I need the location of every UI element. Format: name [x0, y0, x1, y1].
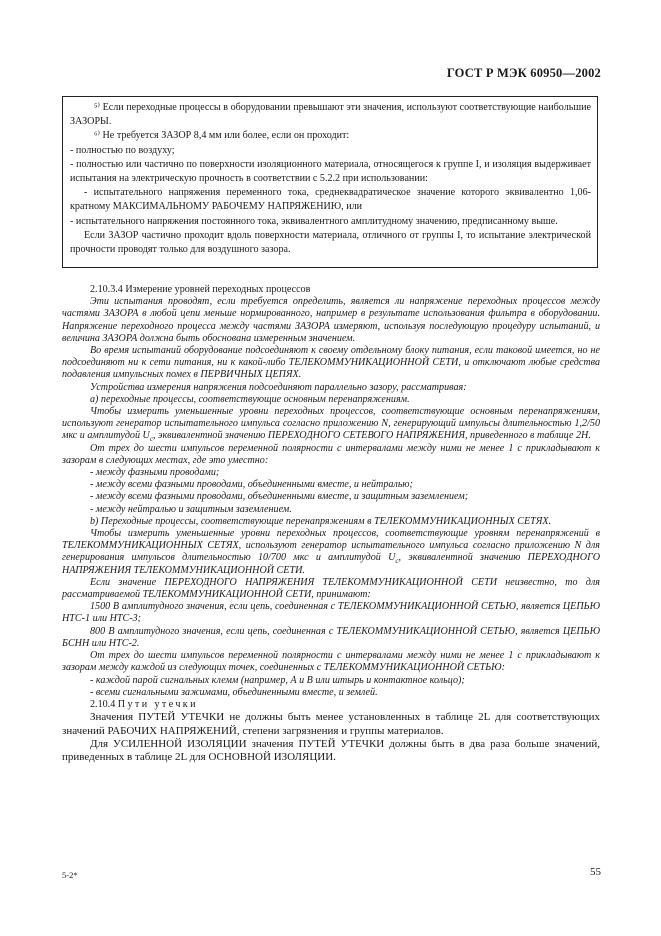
note-6-item-4: - испытательного напряжения постоянного тока, эквивалентного амплитудному значению, предпиcанному выше.	[70, 215, 558, 227]
list-item: - между всеми фазными проводами, объединенными вместе, и нейтралью;	[90, 479, 413, 491]
list-item: - между нейтралью и защитным заземлением.	[90, 503, 292, 515]
subscript: c	[149, 435, 153, 444]
paragraph-part: , эквивалентной значению ПЕРЕХОДНОГО СЕТЕВОГО НАПРЯЖЕНИЯ, приведенного в таблице 2Н.	[152, 430, 591, 442]
note-5: ⁵⁾ Если переходные процессы в оборудовании превышают эти значения, используют соответствующие наибольшие ЗАЗОРЫ.	[70, 102, 591, 128]
paragraph: Во время испытаний оборудование подсоединяют к своему отдельному блоку питания, если таковой имеется, но не подсоединяют ни к сети питания, ни к какой-либо ТЕЛЕКОММУНИКАЦИОННОЙ СЕТИ, и отключают любые средства подавления импульсных помех в ПЕРВИЧНЫХ ЦЕПЯХ.	[62, 345, 600, 381]
paragraph	[62, 528, 600, 577]
paragraph: Если значение ПЕРЕХОДНОГО НАПРЯЖЕНИЯ ТЕЛЕКОММУНИКАЦИОННОЙ СЕТИ неизвестно, то для рассматриваемой ТЕЛЕКОММУНИКАЦИОННОЙ СЕТИ, принимают:	[62, 576, 600, 601]
notes-box	[62, 96, 598, 268]
paragraph: Эти испытания проводят, если требуется определить, является ли напряжение переходных процессов между частями ЗАЗОРА в любой цепи меньше нормированного, например в результате использования фильтра в оборудовании. Напряжение переходного процесса между частями ЗАЗОРА измеряют, используя последующую процедуру испытаний, и величина ЗАЗОРА должна быть обоснована измеренным значением.	[62, 296, 600, 344]
note-6: ⁶⁾ Не требуется ЗАЗОР 8,4 мм или более, если он проходит:	[94, 130, 350, 142]
paragraph: Значения ПУТЕЙ УТЕЧКИ не должны быть менее установленных в таблице 2L для соответствующих значений РАБОЧИХ НАПРЯЖЕНИЙ, степени загрязнения и группы материалов.	[62, 711, 600, 737]
page-header: ГОСТ Р МЭК 60950—2002	[446, 66, 601, 80]
paragraph-part: , эквивалентной значению ПЕРЕХОДНОГО НАПРЯЖЕНИЯ ТЕЛЕКОММУНИКАЦИОННОЙ СЕТИ.	[62, 552, 600, 576]
list-item-a: а) переходные процессы, соответствующие основным перенапряжениям.	[90, 393, 410, 405]
section-heading-2-10-3-4: 2.10.3.4 Измерение уровней переходных процессов	[90, 284, 311, 295]
paragraph-part: Чтобы измерить уменьшенные уровни переходных процессов, соответствующие уровням перенапряжений в ТЕЛЕКОММУНИКАЦИОННЫХ СЕТЯХ, используют генератор испытательного импульса согласно приложению N для генерирования импульсов длительностью 10/700 мкс и амплитудой U	[62, 528, 600, 564]
note-6-item-1: - полностью по воздуху;	[70, 144, 175, 156]
sheet-mark: 5-2*	[62, 870, 78, 880]
section-heading-2-10-4	[62, 699, 600, 711]
page-number: 55	[590, 866, 601, 878]
list-item: - каждой парой сигнальных клемм (например, А и В или штырь и контактное кольцо);	[90, 674, 465, 686]
paragraph-part: Чтобы измерить уменьшенные уровни переходных процессов, соответствующие основным перенапряжениям, используют генератор испытательного импульса согласно приложению N, генерирующий импульсы длительностью 1,2/50 мкс и амплитудой U	[62, 406, 600, 442]
list-item: - между всеми фазными проводами, объединенными вместе, и защитным заземлением;	[90, 491, 469, 503]
subscript: c	[395, 557, 399, 566]
paragraph: 800 В амплитудного значения, если цепь, соединенная с ТЕЛЕКОММУНИКАЦИОННОЙ СЕТЬЮ, является ЦЕПЬЮ БСНН или НТС-2.	[62, 625, 600, 649]
section-number: 2.10.4	[90, 698, 116, 710]
note-6-item-2: - полностью или частично по поверхности изоляционного материала, относящегося к группе I, и изоляция выдерживает испытания на электрическую прочность в соответствии с 5.2.2 при использовании:	[70, 158, 591, 185]
paragraph: 1500 В амплитудного значения, если цепь, соединенная с ТЕЛЕКОММУНИКАЦИОННОЙ СЕТЬЮ, является ЦЕПЬЮ НТС-1 или НТС-3;	[62, 601, 600, 625]
list-item-b: b) Переходные процессы, соответствующие перенапряжениям в ТЕЛЕКОММУНИКАЦИОННЫХ СЕТЯХ.	[90, 515, 552, 527]
paragraph	[62, 406, 600, 443]
paragraph: От трех до шести импульсов переменной полярности с интервалами между ними не менее 1 с прикладывают к зазорам между каждой из следующих точек, соединенных с ТЕЛЕКОММУНИКАЦИОННОЙ СЕТЬЮ:	[62, 650, 600, 674]
list-item: - между фазными проводами;	[90, 467, 220, 479]
main-text	[62, 284, 600, 765]
paragraph: Для УСИЛЕННОЙ ИЗОЛЯЦИИ значения ПУТЕЙ УТЕЧКИ должны быть в два раза больше значений, приведенных в таблице 2L для ОСНОВНОЙ ИЗОЛЯЦИИ.	[62, 737, 600, 764]
list-item: - всеми сигнальными зажимами, объединенными вместе, и землей.	[90, 686, 378, 698]
section-title: Пути утечки	[117, 698, 198, 710]
note-6-item-3: - испытательного напряжения переменного тока, среднеквадратическое значение которого эквивалентно 1,06-кратному МАКСИМАЛЬНОМУ РАБОЧЕМУ НАПРЯЖЕНИЮ, или	[70, 187, 591, 213]
paragraph: Устройства измерения напряжения подсоединяют параллельно зазору, рассматривая:	[90, 381, 467, 393]
paragraph: От трех до шести импульсов переменной полярности с интервалами между ними не менее 1 с прикладывают к зазорам в следующих местах, где это уместно:	[62, 442, 600, 466]
note-6-remark: Если ЗАЗОР частично проходит вдоль поверхности материала, отличного от группы I, то испытание электрической прочности проводят только для воздушного зазора.	[70, 229, 591, 256]
